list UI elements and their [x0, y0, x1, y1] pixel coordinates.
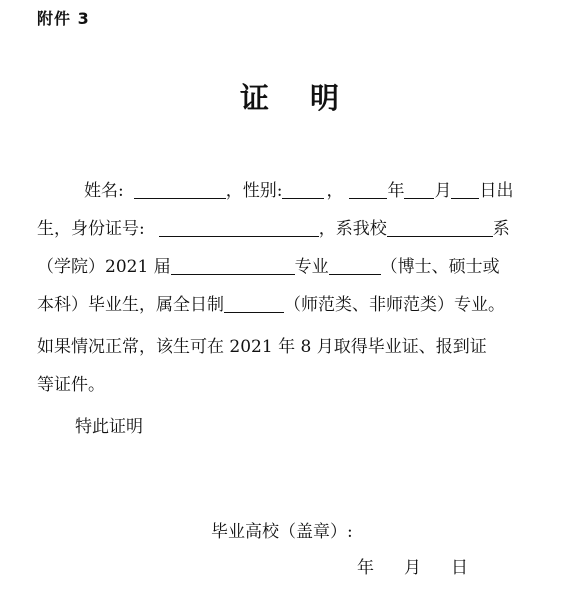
category-blank[interactable]: [224, 294, 284, 313]
major-blank[interactable]: [171, 256, 295, 275]
id-label: 生，身份证号:: [37, 219, 145, 239]
line-name-gender-birth: [84, 180, 513, 202]
name-label: 姓名:: [84, 181, 124, 201]
line-id-school: [37, 218, 510, 240]
document-title: [240, 76, 340, 117]
line-college-major: [37, 256, 500, 278]
line-fulltime-category: [37, 294, 505, 316]
undergrad-label: 本科）毕业生，属全日制: [37, 295, 224, 315]
degree-options: （博士、硕士或: [380, 257, 500, 277]
year-label: 年: [387, 181, 405, 201]
school-seal-label: 毕业高校（盖章）:: [211, 522, 353, 542]
department-label: 系: [492, 219, 510, 239]
major-label: 专业: [294, 257, 329, 277]
gender-label: ，性别:: [225, 181, 283, 201]
title-char-2: 明: [310, 81, 341, 115]
sig-day-label: 日: [451, 558, 468, 578]
sig-month-label: 月: [404, 558, 421, 578]
signature-date: [357, 557, 468, 579]
gender-blank[interactable]: [282, 180, 324, 199]
day-label: 日出: [479, 181, 514, 201]
school-label: ，系我校: [318, 219, 387, 239]
degree-blank[interactable]: [329, 256, 381, 275]
department-blank[interactable]: [387, 218, 493, 237]
month-label: 月: [434, 181, 452, 201]
birth-day-blank[interactable]: [451, 180, 479, 199]
line-hereby-certify: 特此证明: [75, 417, 143, 437]
attachment-label: 附件 3: [37, 9, 90, 28]
category-options: （师范类、非师范类）专业。: [284, 295, 505, 315]
sig-year-label: 年: [357, 558, 374, 578]
line-certificates: 等证件。: [37, 375, 105, 395]
title-char-1: 证: [240, 81, 271, 115]
name-blank[interactable]: [134, 180, 226, 199]
comma: ，: [326, 181, 344, 201]
birth-month-blank[interactable]: [404, 180, 434, 199]
college-label: （学院）2021 届: [37, 257, 171, 277]
birth-year-blank[interactable]: [349, 180, 387, 199]
id-number-blank[interactable]: [159, 218, 319, 237]
line-conditions: 如果情况正常，该生可在 2021 年 8 月取得毕业证、报到证: [37, 337, 487, 357]
